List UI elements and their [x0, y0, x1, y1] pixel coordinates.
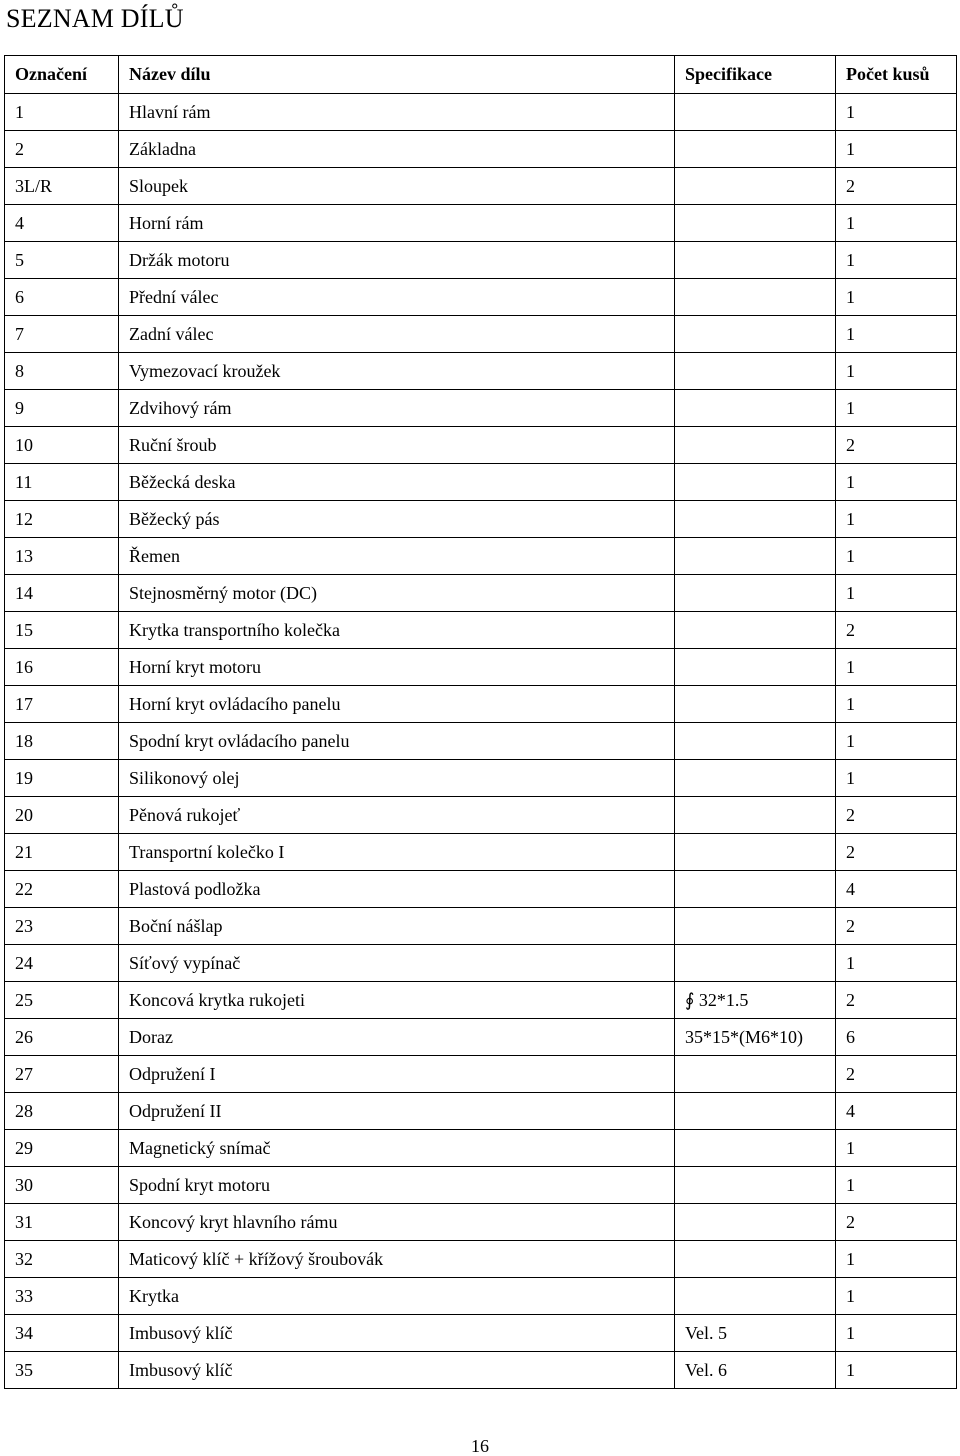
part-designation-cell: 5 [5, 242, 119, 279]
table-row [5, 316, 957, 353]
table-row [5, 242, 957, 279]
table-row [5, 538, 957, 575]
table-header-row [5, 56, 957, 94]
part-specification-cell [675, 723, 836, 760]
part-designation-cell: 9 [5, 390, 119, 427]
part-name-cell: Spodní kryt motoru [119, 1167, 675, 1204]
table-row [5, 686, 957, 723]
table-row [5, 834, 957, 871]
part-quantity-cell: 2 [836, 612, 957, 649]
part-designation-cell: 23 [5, 908, 119, 945]
part-name-cell: Základna [119, 131, 675, 168]
part-quantity-cell: 2 [836, 982, 957, 1019]
part-quantity-cell: 4 [836, 1093, 957, 1130]
part-quantity-cell: 1 [836, 279, 957, 316]
part-quantity-cell: 1 [836, 242, 957, 279]
part-name-cell: Odpružení II [119, 1093, 675, 1130]
part-quantity-cell: 1 [836, 464, 957, 501]
part-specification-cell [675, 464, 836, 501]
table-row [5, 94, 957, 131]
part-quantity-cell: 4 [836, 871, 957, 908]
part-designation-cell: 7 [5, 316, 119, 353]
table-row [5, 760, 957, 797]
part-name-cell: Imbusový klíč [119, 1315, 675, 1352]
part-quantity-cell: 2 [836, 1204, 957, 1241]
part-name-cell: Doraz [119, 1019, 675, 1056]
part-specification-cell [675, 797, 836, 834]
part-name-cell: Běžecká deska [119, 464, 675, 501]
table-row [5, 353, 957, 390]
part-quantity-cell: 1 [836, 649, 957, 686]
part-designation-cell: 26 [5, 1019, 119, 1056]
table-row [5, 871, 957, 908]
part-designation-cell: 8 [5, 353, 119, 390]
part-specification-cell [675, 1204, 836, 1241]
table-row [5, 575, 957, 612]
part-name-cell: Horní kryt motoru [119, 649, 675, 686]
part-name-cell: Pěnová rukojeť [119, 797, 675, 834]
part-quantity-cell: 1 [836, 575, 957, 612]
part-name-cell: Držák motoru [119, 242, 675, 279]
part-quantity-cell: 2 [836, 797, 957, 834]
part-name-cell: Zadní válec [119, 316, 675, 353]
table-row [5, 1352, 957, 1389]
part-name-cell: Plastová podložka [119, 871, 675, 908]
part-quantity-cell: 1 [836, 538, 957, 575]
part-designation-cell: 12 [5, 501, 119, 538]
part-specification-cell [675, 168, 836, 205]
table-row [5, 390, 957, 427]
part-quantity-cell: 1 [836, 1167, 957, 1204]
part-specification-cell [675, 945, 836, 982]
table-row [5, 427, 957, 464]
table-row [5, 982, 957, 1019]
table-row [5, 1019, 957, 1056]
part-specification-cell [675, 908, 836, 945]
part-quantity-cell: 1 [836, 501, 957, 538]
table-row [5, 1130, 957, 1167]
part-name-cell: Koncová krytka rukojeti [119, 982, 675, 1019]
column-header-specification: Specifikace [675, 56, 836, 94]
part-designation-cell: 19 [5, 760, 119, 797]
table-row [5, 612, 957, 649]
part-specification-cell [675, 353, 836, 390]
part-specification-cell [675, 1056, 836, 1093]
table-row [5, 168, 957, 205]
table-row [5, 1204, 957, 1241]
part-designation-cell: 34 [5, 1315, 119, 1352]
part-quantity-cell: 1 [836, 1241, 957, 1278]
part-designation-cell: 16 [5, 649, 119, 686]
part-designation-cell: 13 [5, 538, 119, 575]
part-quantity-cell: 1 [836, 1278, 957, 1315]
part-specification-cell [675, 427, 836, 464]
part-designation-cell: 30 [5, 1167, 119, 1204]
part-name-cell: Vymezovací kroužek [119, 353, 675, 390]
part-designation-cell: 3L/R [5, 168, 119, 205]
part-designation-cell: 17 [5, 686, 119, 723]
part-quantity-cell: 1 [836, 945, 957, 982]
part-name-cell: Magnetický snímač [119, 1130, 675, 1167]
part-quantity-cell: 6 [836, 1019, 957, 1056]
table-row [5, 464, 957, 501]
table-row [5, 501, 957, 538]
column-header-part-name: Název dílu [119, 56, 675, 94]
part-specification-cell [675, 834, 836, 871]
part-name-cell: Odpružení I [119, 1056, 675, 1093]
part-name-cell: Silikonový olej [119, 760, 675, 797]
part-specification-cell [675, 760, 836, 797]
part-quantity-cell: 2 [836, 1056, 957, 1093]
parts-table-body [5, 94, 957, 1389]
part-quantity-cell: 1 [836, 390, 957, 427]
part-name-cell: Boční nášlap [119, 908, 675, 945]
part-specification-cell: Vel. 5 [675, 1315, 836, 1352]
table-row [5, 908, 957, 945]
part-quantity-cell: 1 [836, 1315, 957, 1352]
part-name-cell: Koncový kryt hlavního rámu [119, 1204, 675, 1241]
part-specification-cell [675, 1093, 836, 1130]
part-specification-cell [675, 131, 836, 168]
part-specification-cell [675, 686, 836, 723]
table-row [5, 1093, 957, 1130]
part-quantity-cell: 1 [836, 205, 957, 242]
part-name-cell: Síťový vypínač [119, 945, 675, 982]
part-specification-cell [675, 1278, 836, 1315]
table-row [5, 649, 957, 686]
part-quantity-cell: 2 [836, 168, 957, 205]
part-name-cell: Imbusový klíč [119, 1352, 675, 1389]
part-name-cell: Krytka [119, 1278, 675, 1315]
part-designation-cell: 4 [5, 205, 119, 242]
part-specification-cell [675, 871, 836, 908]
part-name-cell: Krytka transportního kolečka [119, 612, 675, 649]
part-designation-cell: 27 [5, 1056, 119, 1093]
part-quantity-cell: 1 [836, 316, 957, 353]
part-specification-cell [675, 1130, 836, 1167]
part-specification-cell [675, 1167, 836, 1204]
column-header-designation: Označení [5, 56, 119, 94]
part-specification-cell [675, 390, 836, 427]
part-designation-cell: 2 [5, 131, 119, 168]
table-row [5, 279, 957, 316]
part-designation-cell: 1 [5, 94, 119, 131]
part-quantity-cell: 1 [836, 1130, 957, 1167]
part-designation-cell: 18 [5, 723, 119, 760]
part-name-cell: Sloupek [119, 168, 675, 205]
part-quantity-cell: 1 [836, 353, 957, 390]
column-header-quantity: Počet kusů [836, 56, 957, 94]
part-name-cell: Zdvihový rám [119, 390, 675, 427]
part-designation-cell: 28 [5, 1093, 119, 1130]
part-specification-cell [675, 205, 836, 242]
table-row [5, 1167, 957, 1204]
part-quantity-cell: 1 [836, 94, 957, 131]
part-designation-cell: 35 [5, 1352, 119, 1389]
part-designation-cell: 32 [5, 1241, 119, 1278]
part-quantity-cell: 1 [836, 760, 957, 797]
part-name-cell: Horní rám [119, 205, 675, 242]
part-specification-cell [675, 279, 836, 316]
part-specification-cell [675, 501, 836, 538]
part-specification-cell [675, 94, 836, 131]
part-quantity-cell: 1 [836, 723, 957, 760]
part-specification-cell [675, 538, 836, 575]
part-quantity-cell: 2 [836, 834, 957, 871]
part-quantity-cell: 2 [836, 427, 957, 464]
part-designation-cell: 15 [5, 612, 119, 649]
page-number: 16 [471, 1436, 489, 1456]
part-name-cell: Spodní kryt ovládacího panelu [119, 723, 675, 760]
part-specification-cell [675, 612, 836, 649]
table-row [5, 205, 957, 242]
part-specification-cell: 35*15*(M6*10) [675, 1019, 836, 1056]
table-row [5, 797, 957, 834]
part-quantity-cell: 2 [836, 908, 957, 945]
table-row [5, 1241, 957, 1278]
part-name-cell: Horní kryt ovládacího panelu [119, 686, 675, 723]
part-specification-cell [675, 649, 836, 686]
part-designation-cell: 14 [5, 575, 119, 612]
part-designation-cell: 6 [5, 279, 119, 316]
part-specification-cell: ∮ 32*1.5 [675, 982, 836, 1019]
part-name-cell: Transportní kolečko I [119, 834, 675, 871]
part-designation-cell: 21 [5, 834, 119, 871]
part-designation-cell: 10 [5, 427, 119, 464]
table-row [5, 945, 957, 982]
parts-table [4, 55, 957, 1389]
table-row [5, 131, 957, 168]
part-name-cell: Přední válec [119, 279, 675, 316]
part-specification-cell [675, 1241, 836, 1278]
part-quantity-cell: 1 [836, 1352, 957, 1389]
part-designation-cell: 25 [5, 982, 119, 1019]
part-designation-cell: 29 [5, 1130, 119, 1167]
part-designation-cell: 22 [5, 871, 119, 908]
part-designation-cell: 31 [5, 1204, 119, 1241]
part-designation-cell: 11 [5, 464, 119, 501]
page-title: SEZNAM DÍLŮ [6, 4, 184, 33]
part-specification-cell [675, 575, 836, 612]
table-row [5, 1315, 957, 1352]
part-quantity-cell: 1 [836, 686, 957, 723]
table-row [5, 1056, 957, 1093]
part-name-cell: Maticový klíč + křížový šroubovák [119, 1241, 675, 1278]
part-quantity-cell: 1 [836, 131, 957, 168]
part-name-cell: Stejnosměrný motor (DC) [119, 575, 675, 612]
part-name-cell: Běžecký pás [119, 501, 675, 538]
part-designation-cell: 24 [5, 945, 119, 982]
part-name-cell: Hlavní rám [119, 94, 675, 131]
part-specification-cell [675, 242, 836, 279]
part-name-cell: Ruční šroub [119, 427, 675, 464]
table-row [5, 1278, 957, 1315]
part-designation-cell: 33 [5, 1278, 119, 1315]
part-designation-cell: 20 [5, 797, 119, 834]
table-row [5, 723, 957, 760]
part-specification-cell: Vel. 6 [675, 1352, 836, 1389]
part-specification-cell [675, 316, 836, 353]
part-name-cell: Řemen [119, 538, 675, 575]
